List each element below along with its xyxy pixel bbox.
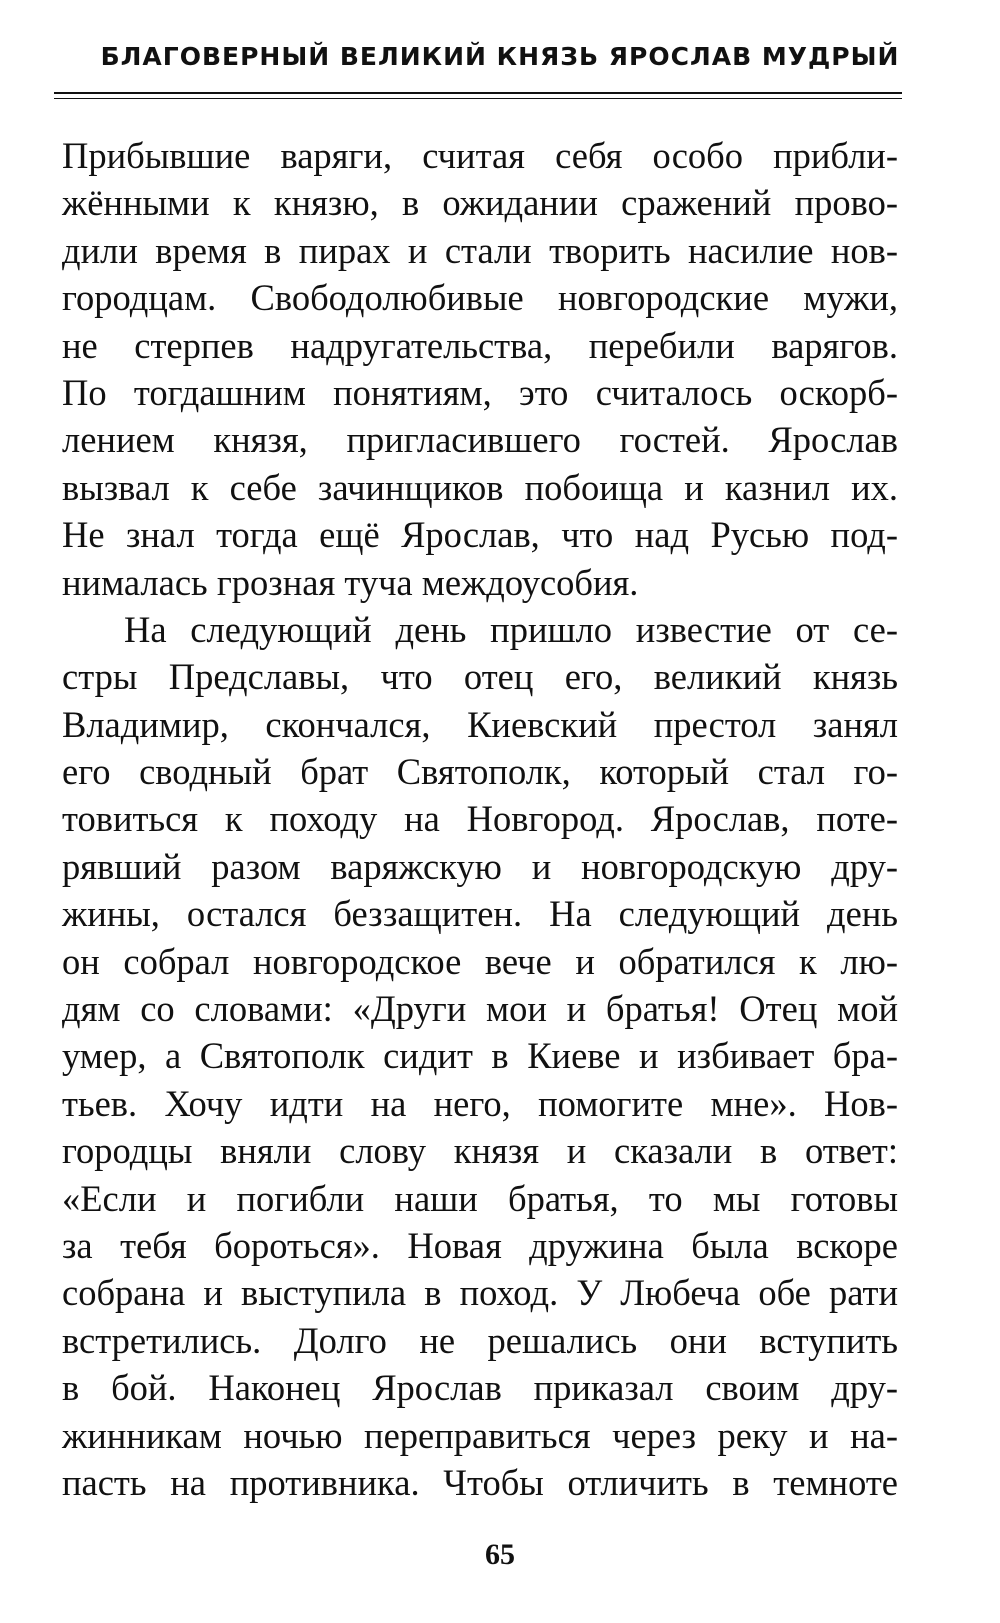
text-line: «Если и погибли наши братья, то мы готовы — [62, 1177, 898, 1219]
text-line: за тебя бороться». Новая дружина была вскоре — [62, 1224, 898, 1266]
header-rule-thick — [54, 92, 902, 94]
text-line: жины, остался беззащитен. На следующий день — [62, 893, 898, 935]
text-line: не стерпев надругательства, перебили варягов. — [62, 324, 898, 366]
text-line: По тогдашним понятиям, это считалось оскорб- — [62, 371, 898, 413]
text-line: стры Предславы, что отец его, великий князь — [62, 656, 898, 698]
text-line: жёнными к князю, в ожидании сражений прово- — [62, 182, 898, 224]
text-line: собрана и выступила в поход. У Любеча обе рати — [62, 1272, 898, 1314]
text-line: вызвал к себе зачинщиков побоища и казнил их. — [62, 466, 898, 508]
text-line: лением князя, пригласившего гостей. Ярослав — [62, 419, 898, 461]
text-line: умер, а Святополк сидит в Киеве и избивает бра- — [62, 1035, 898, 1077]
text-line: его сводный брат Святополк, который стал го- — [62, 751, 898, 793]
running-head: БЛАГОВЕРНЫЙ ВЕЛИКИЙ КНЯЗЬ ЯРОСЛАВ МУДРЫЙ — [100, 42, 900, 71]
text-line: Владимир, скончался, Киевский престол занял — [62, 703, 898, 745]
text-line: На следующий день пришло известие от се- — [124, 608, 898, 650]
body-text — [62, 132, 898, 1506]
text-line: нималась грозная туча междоусобия. — [62, 561, 639, 603]
text-line: в бой. Наконец Ярослав приказал своим дру- — [62, 1367, 898, 1409]
text-line: Не знал тогда ещё Ярослав, что над Русью под- — [62, 514, 898, 556]
text-line: дили время в пирах и стали творить насилие нов- — [62, 229, 898, 271]
text-line: городцы вняли слову князя и сказали в ответ: — [62, 1130, 898, 1172]
text-line: тьев. Хочу идти на него, помогите мне». Нов- — [62, 1082, 898, 1124]
text-line: Прибывшие варяги, считая себя особо прибли- — [62, 135, 898, 176]
text-line: пасть на противника. Чтобы отличить в темноте — [62, 1461, 898, 1503]
text-line: дям со словами: «Други мои и братья! Отец мой — [62, 988, 898, 1030]
page-number: 65 — [485, 1538, 515, 1571]
text-line: рявший разом варяжскую и новгородскую дру- — [62, 845, 898, 887]
text-line: встретились. Долго не решались они вступить — [62, 1319, 898, 1361]
text-line: товиться к походу на Новгород. Ярослав, поте- — [62, 798, 898, 840]
text-line: городцам. Свободолюбивые новгородские мужи, — [62, 277, 898, 319]
header-rule-thin — [54, 98, 902, 99]
text-line: он собрал новгородское вече и обратился к лю- — [62, 940, 898, 982]
text-line: жинникам ночью переправиться через реку и на- — [62, 1414, 898, 1456]
